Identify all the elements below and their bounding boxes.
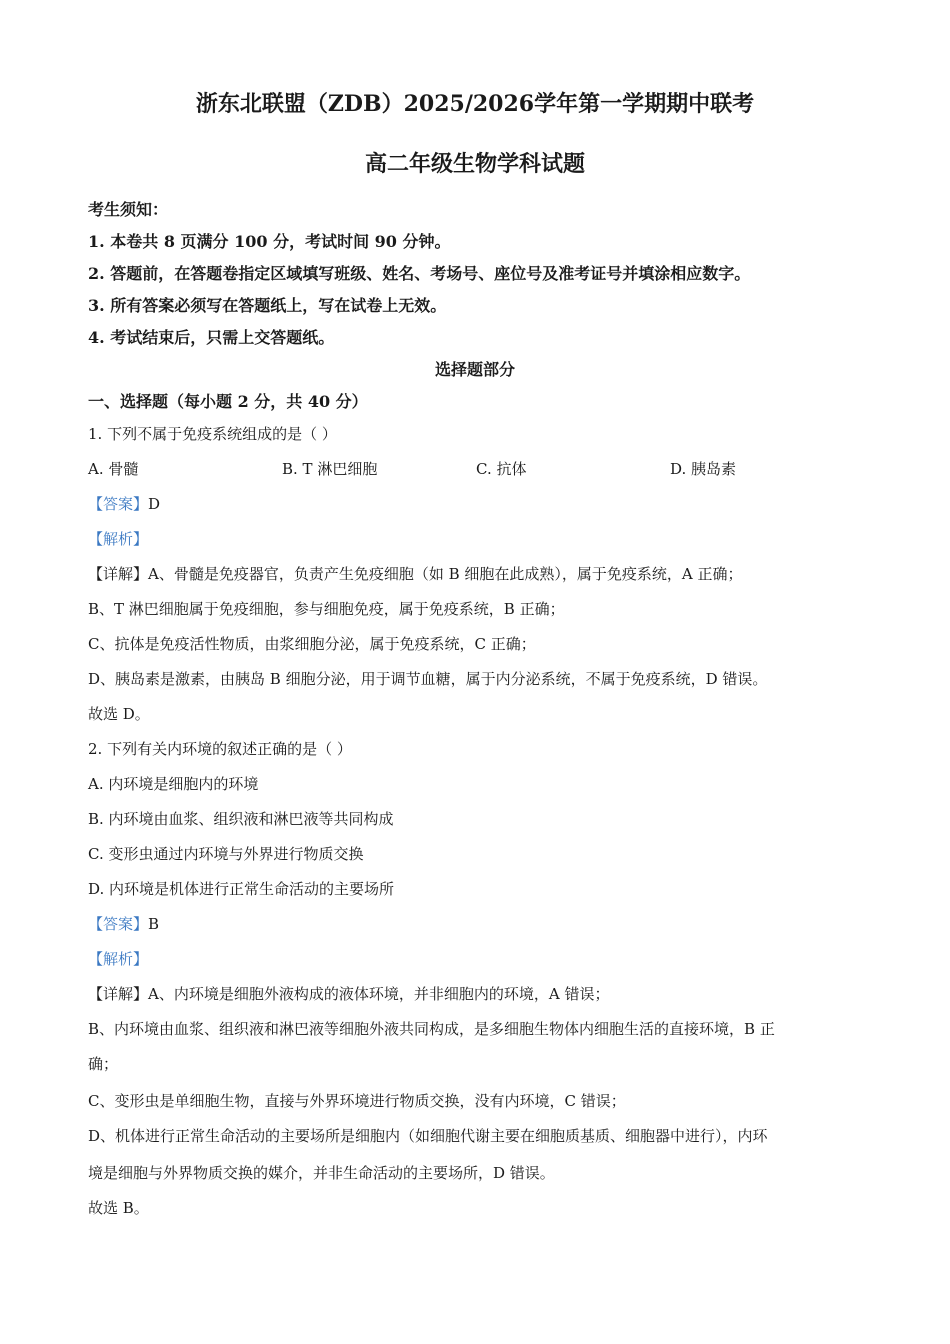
question-stem: 2. 下列有关内环境的叙述正确的是（ ） xyxy=(88,740,352,758)
q2-option-a: A. 内环境是细胞内的环境 xyxy=(88,775,259,793)
answer-value: B xyxy=(148,915,160,933)
q1-option-a: A. 骨髓 xyxy=(88,460,139,478)
detail-line: B、T 淋巴细胞属于免疫细胞，参与细胞免疫，属于免疫系统，B 正确； xyxy=(88,600,565,618)
q2-option-d: D. 内环境是机体进行正常生命活动的主要场所 xyxy=(88,880,395,898)
detail-line: 【详解】A、内环境是细胞外液构成的液体环境，并非细胞内的环境，A 错误； xyxy=(88,985,610,1003)
q2-option-c: C. 变形虫通过内环境与外界进行物质交换 xyxy=(88,845,364,863)
detail-line: C、变形虫是单细胞生物，直接与外界环境进行物质交换，没有内环境，C 错误； xyxy=(88,1092,626,1110)
q1-option-d: D. 胰岛素 xyxy=(670,460,737,478)
conclusion-line: 故选 D。 xyxy=(88,705,150,723)
analysis-label: 【解析】 xyxy=(88,950,149,968)
notice-item: 3. 所有答案必须写在答题纸上，写在试卷上无效。 xyxy=(88,296,447,315)
q2-option-b: B. 内环境由血浆、组织液和淋巴液等共同构成 xyxy=(88,810,394,828)
detail-label: 【详解】 xyxy=(88,985,149,1003)
detail-line: C、抗体是免疫活性物质，由浆细胞分泌，属于免疫系统，C 正确； xyxy=(88,635,536,653)
analysis-label: 【解析】 xyxy=(88,530,149,548)
question-stem: 1. 下列不属于免疫系统组成的是（ ） xyxy=(88,425,337,443)
section-heading: 一、选择题（每小题 2 分，共 40 分） xyxy=(88,392,368,411)
notice-item: 2. 答题前，在答题卷指定区域填写班级、姓名、考场号、座位号及准考证号并填涂相应数字。 xyxy=(88,264,751,283)
conclusion-line: 故选 B。 xyxy=(88,1199,149,1217)
detail-label: 【详解】 xyxy=(88,565,149,583)
detail-line: B、内环境由血浆、组织液和淋巴液等细胞外液共同构成，是多细胞生物体内细胞生活的直接环境，B 正 xyxy=(88,1020,775,1038)
part-title: 选择题部分 xyxy=(434,360,515,379)
detail-line: 确； xyxy=(88,1055,119,1073)
notice-item: 1. 本卷共 8 页满分 100 分，考试时间 90 分钟。 xyxy=(88,232,451,251)
exam-title: 浙东北联盟（ZDB）2025/2026学年第一学期期中联考 xyxy=(195,91,755,117)
notice-heading: 考生须知： xyxy=(88,200,169,219)
q1-option-c: C. 抗体 xyxy=(476,460,527,478)
detail-line: D、胰岛素是激素，由胰岛 B 细胞分泌，用于调节血糖，属于内分泌系统，不属于免疫系统，D 错误。 xyxy=(88,670,768,688)
answer-label: 【答案】 xyxy=(88,495,149,513)
answer-value: D xyxy=(148,495,161,513)
answer-label: 【答案】 xyxy=(88,915,149,933)
detail-line: 境是细胞与外界物质交换的媒介，并非生命活动的主要场所，D 错误。 xyxy=(88,1164,555,1182)
notice-item: 4. 考试结束后，只需上交答题纸。 xyxy=(88,328,335,347)
detail-line: D、机体进行正常生命活动的主要场所是细胞内（如细胞代谢主要在细胞质基质、细胞器中进行），内环 xyxy=(88,1127,768,1145)
detail-line: 【详解】A、骨髓是免疫器官，负责产生免疫细胞（如 B 细胞在此成熟），属于免疫系统，A 正确； xyxy=(88,565,743,583)
exam-subtitle: 高二年级生物学科试题 xyxy=(364,151,585,177)
q1-option-b: B. T 淋巴细胞 xyxy=(282,460,378,478)
q1-answer xyxy=(88,494,160,514)
q2-answer xyxy=(88,914,159,934)
